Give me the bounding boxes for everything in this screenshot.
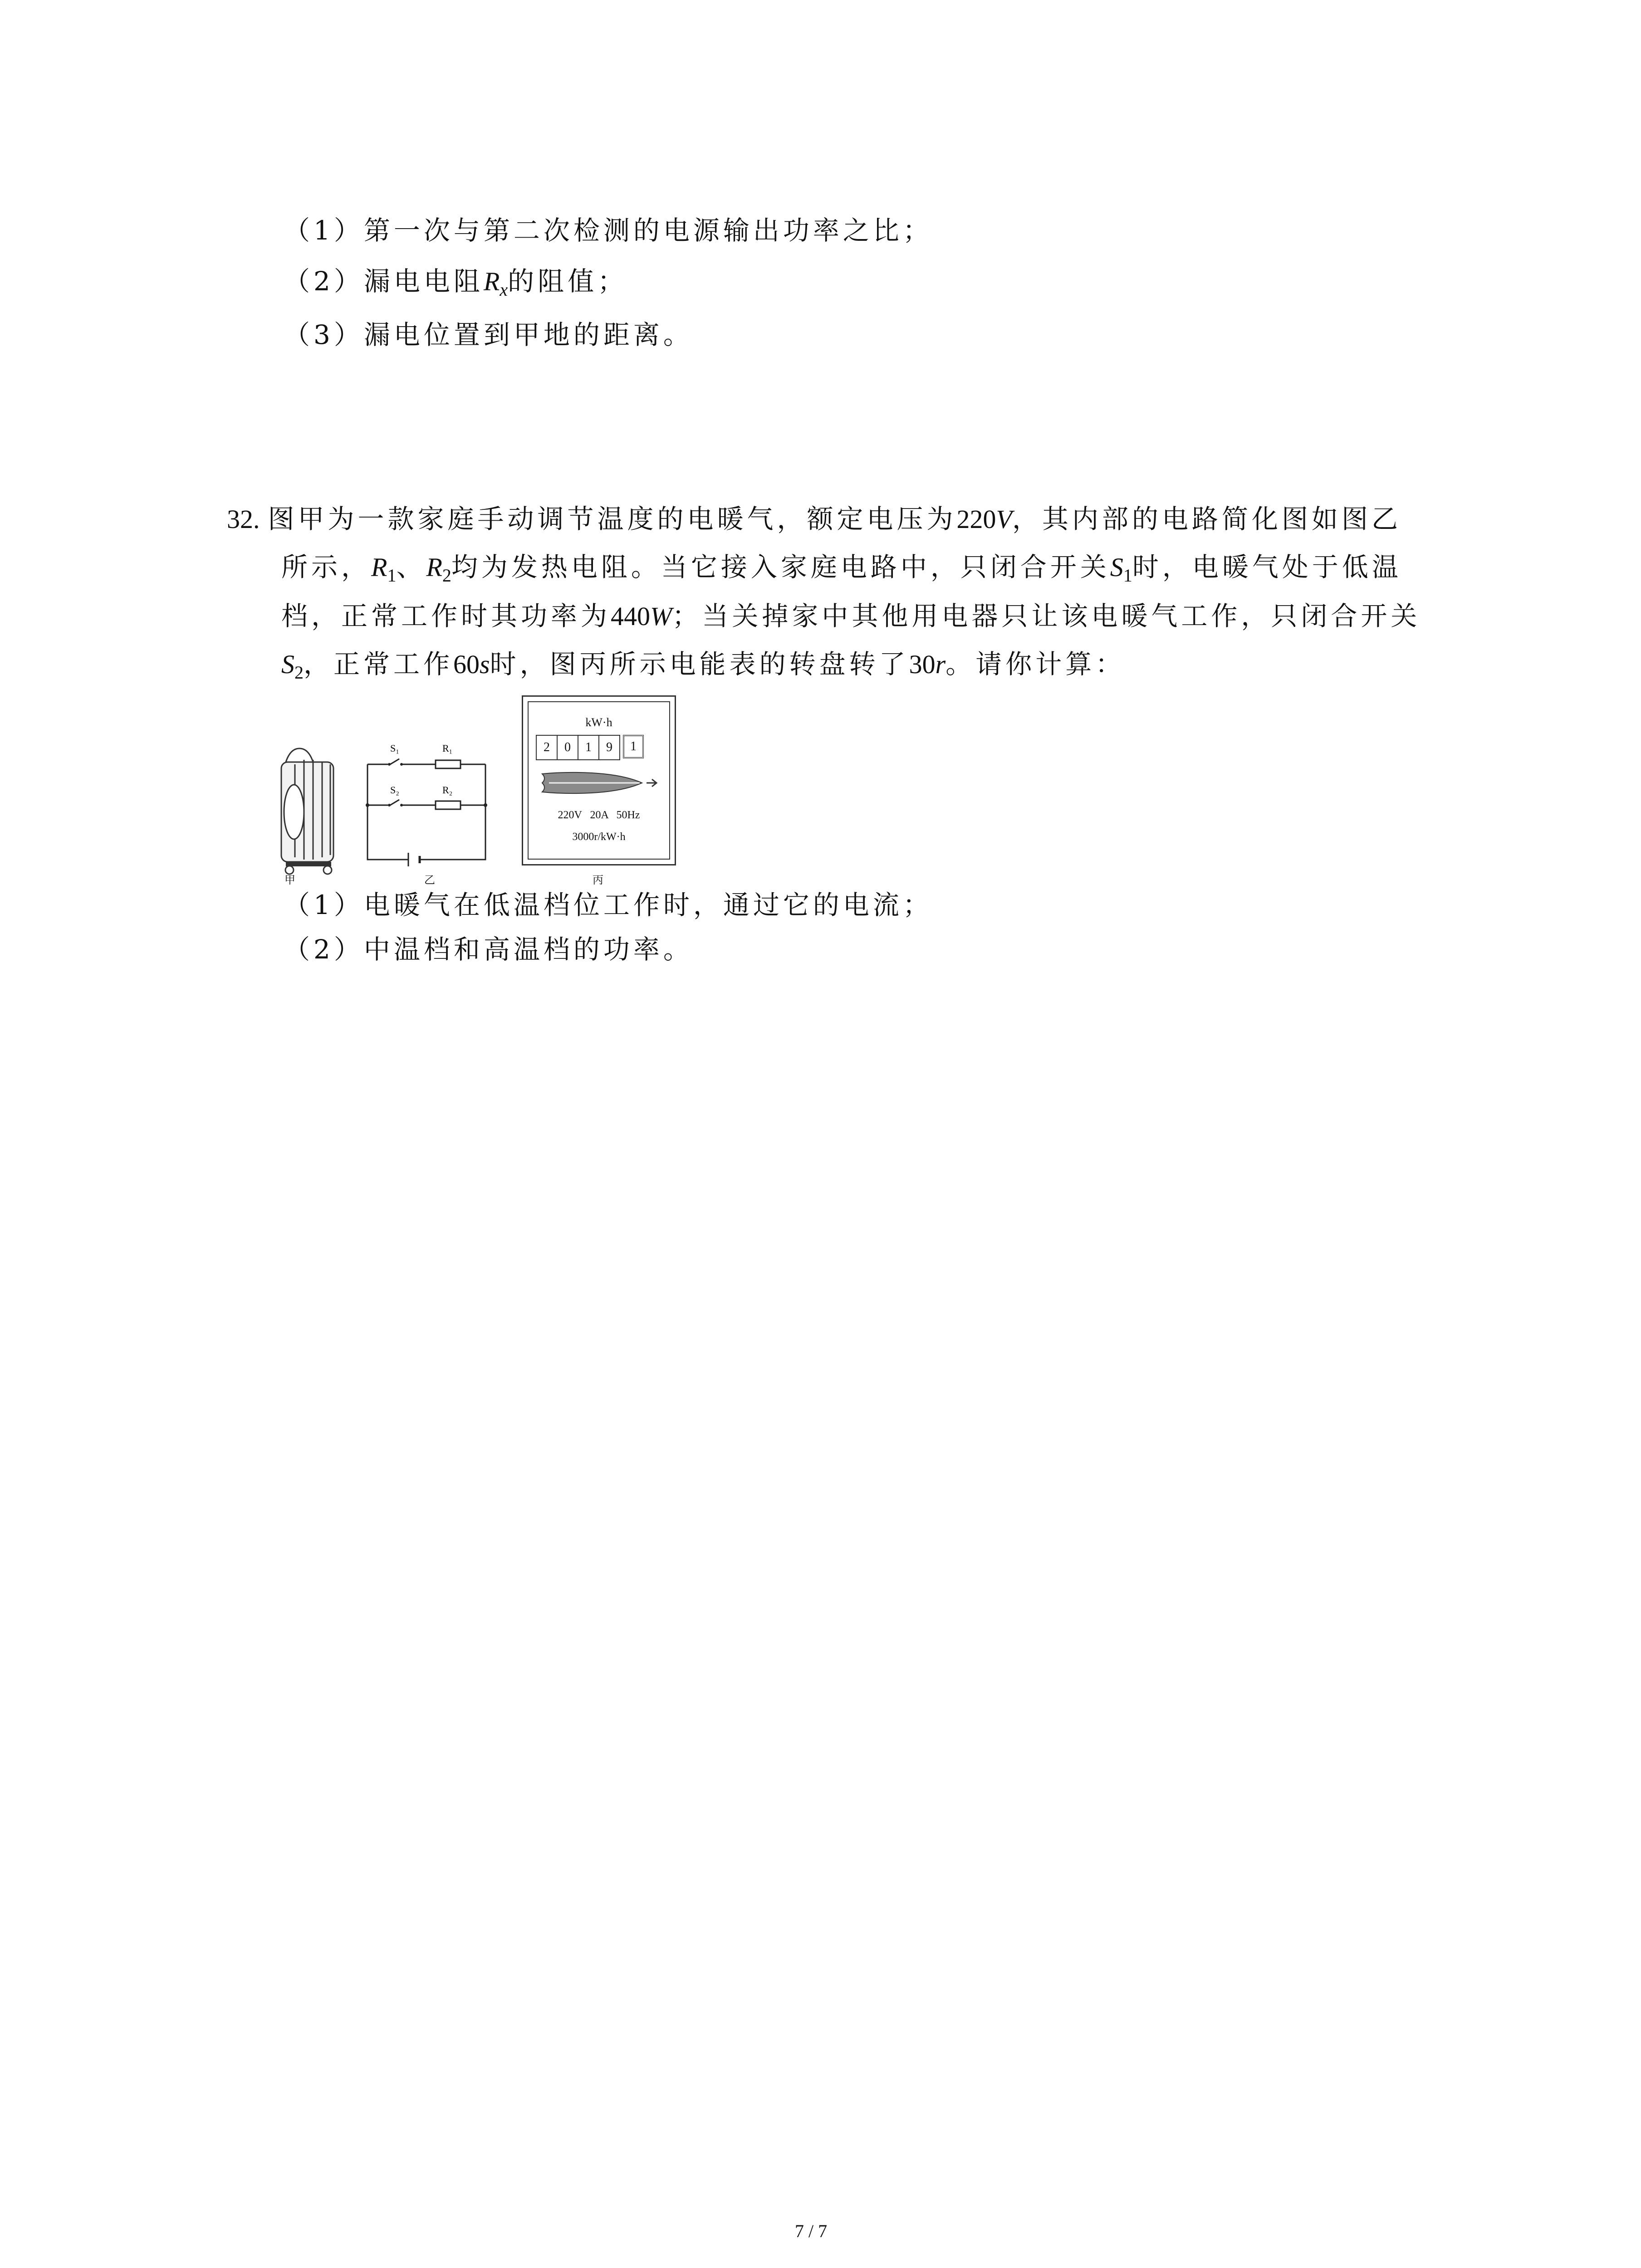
caption-bing: 丙 bbox=[593, 874, 603, 886]
q32-l2-r-var: R bbox=[371, 552, 387, 582]
q32-l1-text-b: ，其内部的电路简化图如图乙 bbox=[1012, 503, 1401, 534]
q32-l3-text-a: 档，正常工作时其功率为 bbox=[281, 601, 611, 631]
q32-l2-r1-sub: 1 bbox=[387, 565, 397, 586]
prev-sub2-text-b: 的阻值； bbox=[508, 266, 628, 297]
meter-digit-decimal: 1 bbox=[623, 735, 644, 758]
meter-digit: 2 bbox=[536, 735, 558, 760]
heater-figure bbox=[272, 744, 340, 875]
q32-l1-num: 220 bbox=[956, 504, 996, 534]
q32-l2-s-var: S bbox=[1110, 552, 1123, 582]
page-number: 7 / 7 bbox=[795, 2221, 828, 2241]
q32-l4-num: 60 bbox=[453, 650, 480, 679]
s2-label: S₂ bbox=[390, 784, 399, 796]
q32-l1-unit: V bbox=[996, 504, 1012, 534]
q32-sub1-label: （1） bbox=[284, 890, 364, 920]
meter-spec: 220V 20A 50Hz bbox=[558, 809, 640, 821]
q32-l2-text-c: 时，电暖气处于低温 bbox=[1132, 552, 1402, 582]
prev-sub2-text-a: 漏电电阻 bbox=[363, 266, 484, 297]
prev-sub2-label: （2） bbox=[284, 266, 364, 297]
q32-number: 32. bbox=[227, 504, 260, 534]
q32-sub2-label: （2） bbox=[284, 934, 364, 965]
caption-jia: 甲 bbox=[284, 874, 295, 886]
q32-l2-text-a: 所示， bbox=[281, 552, 372, 582]
caption-yi: 乙 bbox=[424, 874, 435, 886]
meter-unit: kW·h bbox=[585, 716, 612, 729]
prev-sub1 bbox=[284, 212, 933, 249]
electricity-meter bbox=[522, 695, 676, 865]
q32-sub1 bbox=[284, 887, 933, 923]
q32-l1-text-a: 图甲为一款家庭手动调节温度的电暖气，额定电压为 bbox=[268, 503, 957, 534]
q32-l4-unit: s bbox=[480, 650, 490, 679]
q32-sub2 bbox=[284, 931, 693, 968]
prev-sub2-var-sub: x bbox=[500, 279, 508, 300]
s1-label: S₁ bbox=[390, 743, 399, 754]
meter-dial-disk bbox=[538, 769, 660, 797]
q32-l4-unit2: r bbox=[935, 650, 946, 679]
q32-l3-unit: W bbox=[650, 601, 672, 631]
q32-l3-num: 440 bbox=[611, 601, 651, 631]
meter-digit: 0 bbox=[558, 735, 578, 760]
prev-sub3-text: 漏电位置到甲地的距离。 bbox=[363, 319, 693, 350]
q32-l3-text-b: ；当关掉家中其他用电器只让该电暖气工作，只闭合开关 bbox=[672, 601, 1421, 631]
q32-sub1-text: 电暖气在低温档位工作时，通过它的电流； bbox=[363, 890, 933, 920]
prev-sub2 bbox=[284, 263, 627, 308]
meter-digits bbox=[536, 735, 644, 760]
q32-l2-sep: 、 bbox=[396, 552, 426, 582]
prev-sub3 bbox=[284, 317, 693, 353]
meter-rate: 3000r/kW·h bbox=[572, 831, 626, 843]
q32-sub2-text: 中温档和高温档的功率。 bbox=[363, 934, 693, 965]
r1-label: R₁ bbox=[442, 743, 453, 754]
q32-line3 bbox=[281, 598, 1421, 635]
meter-digit: 9 bbox=[599, 735, 620, 760]
prev-sub3-label: （3） bbox=[284, 319, 364, 350]
q32-l2-r2-sub: 2 bbox=[442, 565, 451, 586]
circuit-figure bbox=[363, 737, 495, 869]
q32-line1 bbox=[227, 501, 1401, 538]
q32-l4-text-a: ，正常工作 bbox=[304, 649, 454, 679]
meter-digit: 1 bbox=[578, 735, 599, 760]
r2-label: R₂ bbox=[442, 784, 453, 796]
prev-sub1-text: 第一次与第二次检测的电源输出功率之比； bbox=[363, 215, 933, 246]
q32-l4-num2: 30 bbox=[909, 650, 936, 679]
q32-line4 bbox=[281, 646, 1125, 691]
q32-l2-s1-sub: 1 bbox=[1123, 565, 1132, 586]
prev-sub2-var: R bbox=[483, 267, 500, 296]
q32-l4-text-c: 。请你计算： bbox=[945, 649, 1126, 679]
q32-l2-text-b: 均为发热电阻。当它接入家庭电路中，只闭合开关 bbox=[451, 552, 1110, 582]
q32-l4-s2-sub: 2 bbox=[294, 662, 304, 683]
prev-sub1-label: （1） bbox=[284, 215, 364, 246]
q32-l2-r-var-2: R bbox=[426, 552, 442, 582]
q32-l4-text-b: 时，图丙所示电能表的转盘转了 bbox=[490, 649, 909, 679]
q32-l4-s-var: S bbox=[281, 650, 294, 679]
q32-line2 bbox=[281, 549, 1402, 594]
